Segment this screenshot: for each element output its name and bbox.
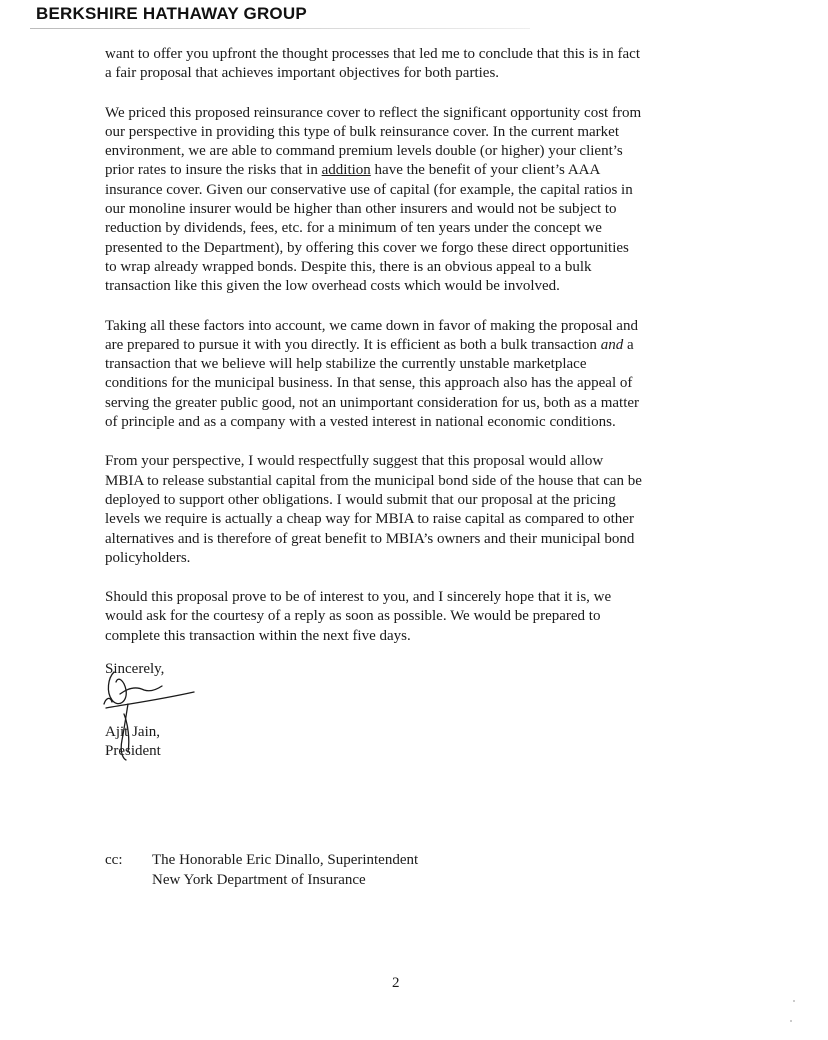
text-line: We priced this proposed reinsurance cover to reflect the significant opportunity cost from <box>105 104 642 121</box>
cc-label: cc: <box>105 852 123 868</box>
letterhead-rule <box>30 28 530 29</box>
signatory-name: Ajit Jain, <box>105 724 160 740</box>
text-line: deployed to support other obligations. I would submit that our proposal at the pricing <box>105 491 616 508</box>
signature-stroke <box>121 704 128 760</box>
scan-speck <box>793 1000 795 1002</box>
paragraph-3 <box>105 317 705 433</box>
closing-salutation: Sincerely, <box>105 661 165 677</box>
text-line: alternatives and is therefore of great benefit to MBIA’s owners and their municipal bond <box>105 530 635 547</box>
handwritten-signature <box>98 664 208 764</box>
underlined-word: addition <box>321 162 371 179</box>
cc-line: The Honorable Eric Dinallo, Superintendent <box>152 852 419 868</box>
text-line: serving the greater public good, not an unimportant consideration for us, both as a matter <box>105 394 640 411</box>
text-line: transaction that we believe will help stabilize the currently unstable marketplace <box>105 356 587 373</box>
text-line: would ask for the courtesy of a reply as soon as possible. We would be prepared to <box>105 608 601 625</box>
text-line: our perspective in providing this type of bulk reinsurance cover. In the current market <box>105 123 619 140</box>
page-number: 2 <box>392 975 400 991</box>
cc-block <box>105 850 418 890</box>
signature-stroke <box>124 714 129 752</box>
text-line: From your perspective, I would respectfully suggest that this proposal would allow <box>105 453 604 470</box>
text-line: to wrap already wrapped bonds. Despite this, there is an obvious appeal to a bulk <box>105 258 592 275</box>
scan-speck <box>790 1020 792 1022</box>
text-line: presented to the Department), by offering this cover we forgo these direct opportunities <box>105 239 629 256</box>
text-line: transaction like this given the low overhead costs which would be involved. <box>105 278 560 295</box>
text-line: Should this proposal prove to be of interest to you, and I sincerely hope that it is, we <box>105 589 612 606</box>
text-line: want to offer you upfront the thought processes that led me to conclude that this is in fact <box>105 46 641 62</box>
text-line: MBIA to release substantial capital from the municipal bond side of the house that can be <box>105 472 642 489</box>
text-line: levels we require is actually a cheap way for MBIA to raise capital as compared to other <box>105 511 634 528</box>
cc-line: New York Department of Insurance <box>152 872 366 888</box>
text-segment: prior rates to insure the risks that in <box>105 162 322 179</box>
text-line: insurance cover. Given our conservative use of capital (for example, the capital ratios in <box>105 181 633 198</box>
text-line: our monoline insurer would be higher than other insurers and would not be subject to <box>105 201 617 218</box>
text-line <box>105 336 705 355</box>
text-line <box>105 161 705 180</box>
text-segment: have the benefit of your client’s AAA <box>370 162 601 179</box>
paragraph-4 <box>105 452 705 568</box>
text-line: a fair proposal that achieves important objectives for both parties. <box>105 65 500 82</box>
signatory-title: President <box>105 743 161 759</box>
text-line: reduction by dividends, fees, etc. for a minimum of ten years under the concept we <box>105 220 602 237</box>
signature-stroke <box>104 698 112 704</box>
letterhead-title: BERKSHIRE HATHAWAY GROUP <box>36 4 307 23</box>
text-segment: are prepared to pursue it with you directly. It is efficient as both a bulk transaction <box>105 336 601 353</box>
letter-body <box>105 45 705 666</box>
text-line: conditions for the municipal business. In that sense, this approach also has the appeal of <box>105 375 633 392</box>
paragraph-1 <box>105 45 705 84</box>
signature-stroke <box>106 692 194 708</box>
paragraph-2 <box>105 104 705 297</box>
text-line: policyholders. <box>105 549 191 566</box>
text-line: complete this transaction within the next five days. <box>105 627 411 644</box>
text-line: of principle and as a company with a vested interest in national economic conditions. <box>105 414 616 431</box>
cc-recipient <box>152 850 418 890</box>
text-segment: a <box>623 336 634 353</box>
paragraph-5 <box>105 588 705 646</box>
text-line: environment, we are able to command premium levels double (or higher) your client’s <box>105 143 623 160</box>
text-line: Taking all these factors into account, we came down in favor of making the proposal and <box>105 317 638 334</box>
italic-word: and <box>600 336 624 353</box>
